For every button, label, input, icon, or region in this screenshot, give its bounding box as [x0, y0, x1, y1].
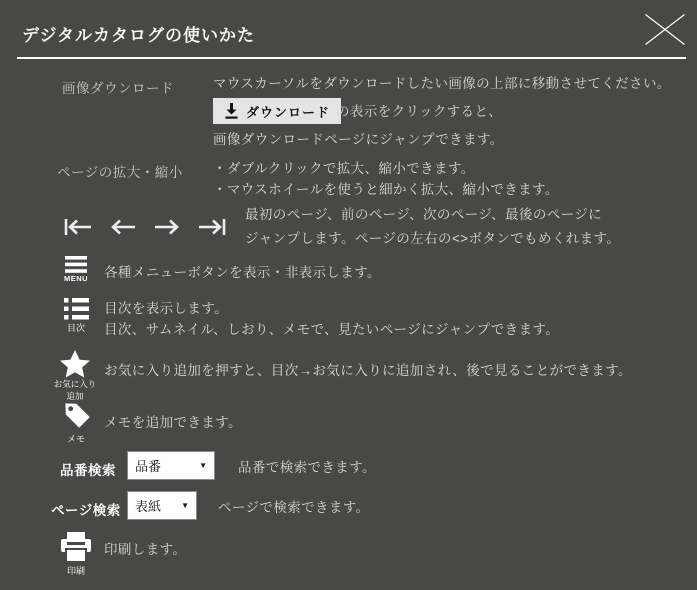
close-icon[interactable] [644, 13, 686, 46]
memo-desc-1: メモを追加できます。 [104, 415, 242, 430]
toc-icon-group [47, 298, 105, 333]
menu-icon-group [47, 256, 105, 284]
page-nav-desc-1: 最初のページ、前のページ、次のページ、最後のページに [245, 207, 603, 222]
prev-page-icon [110, 218, 136, 236]
image-download-desc-1: マウスカーソルをダウンロードしたい画像の上部に移動させてください。 [213, 76, 671, 91]
page-select[interactable] [127, 491, 197, 520]
image-download-desc-3: 画像ダウンロードページにジャンプできます。 [213, 132, 504, 147]
part-search-desc-1: 品番で検索できます。 [238, 460, 376, 475]
page-zoom-label: ページの拡大・縮小 [57, 165, 183, 180]
page-nav-icons [64, 218, 226, 236]
select-arrow-icon: ▼ [199, 461, 207, 470]
page-select-value: 表紙 [135, 499, 162, 514]
image-download-desc-2: の表示をクリックすると、 [336, 104, 503, 119]
image-download-label: 画像ダウンロード [62, 81, 174, 96]
toc-desc-1: 目次を表示します。 [104, 301, 229, 316]
print-icon-label: 印刷 [66, 566, 85, 576]
toc-icon [64, 298, 89, 320]
toc-desc-2: 目次、サムネイル、しおり、メモで、見たいページにジャンプできます。 [104, 322, 560, 337]
part-search-label: 品番検索 [60, 463, 116, 478]
page-nav-desc-2: ジャンプします。ページの左右の<>ボタンでもめくれます。 [245, 231, 621, 246]
memo-tag-icon [59, 399, 93, 431]
print-desc-1: 印刷します。 [104, 542, 187, 557]
star-icon [60, 350, 90, 378]
page-zoom-desc-2: ・マウスホイールを使うと細かく拡大、縮小できます。 [213, 182, 559, 197]
part-number-select-value: 品番 [135, 459, 162, 474]
favorite-desc-1: お気に入り追加を押すと、目次→お気に入りに追加され、後で見ることができます。 [104, 363, 632, 378]
toc-icon-label: 目次 [66, 323, 85, 333]
last-page-icon [198, 218, 226, 236]
select-arrow-icon: ▼ [181, 501, 189, 510]
dialog-title: デジタルカタログの使いかた [22, 26, 255, 45]
page-zoom-desc-1: ・ダブルクリックで拡大、縮小できます。 [213, 161, 475, 176]
menu-icon-label: MENU [63, 274, 89, 283]
download-icon [224, 103, 239, 119]
page-search-desc-1: ページで検索できます。 [218, 500, 370, 515]
part-number-select[interactable] [127, 451, 215, 480]
favorite-icon-label-2: 追加 [66, 390, 84, 401]
favorite-icon-label-1: お気に入り [53, 379, 97, 389]
download-button-label: ダウンロード [246, 104, 331, 120]
print-icon-group [47, 532, 105, 576]
header-divider [17, 57, 686, 59]
memo-icon-label: メモ [66, 434, 85, 444]
menu-icon [65, 256, 87, 273]
memo-icon-group [47, 399, 105, 444]
printer-icon [59, 532, 93, 563]
menu-desc-1: 各種メニューボタンを表示・非表示します。 [104, 265, 381, 280]
download-button[interactable] [213, 98, 341, 124]
page-search-label: ページ検索 [51, 503, 121, 518]
next-page-icon [154, 218, 180, 236]
first-page-icon [64, 218, 92, 236]
favorite-icon-group [44, 350, 106, 402]
